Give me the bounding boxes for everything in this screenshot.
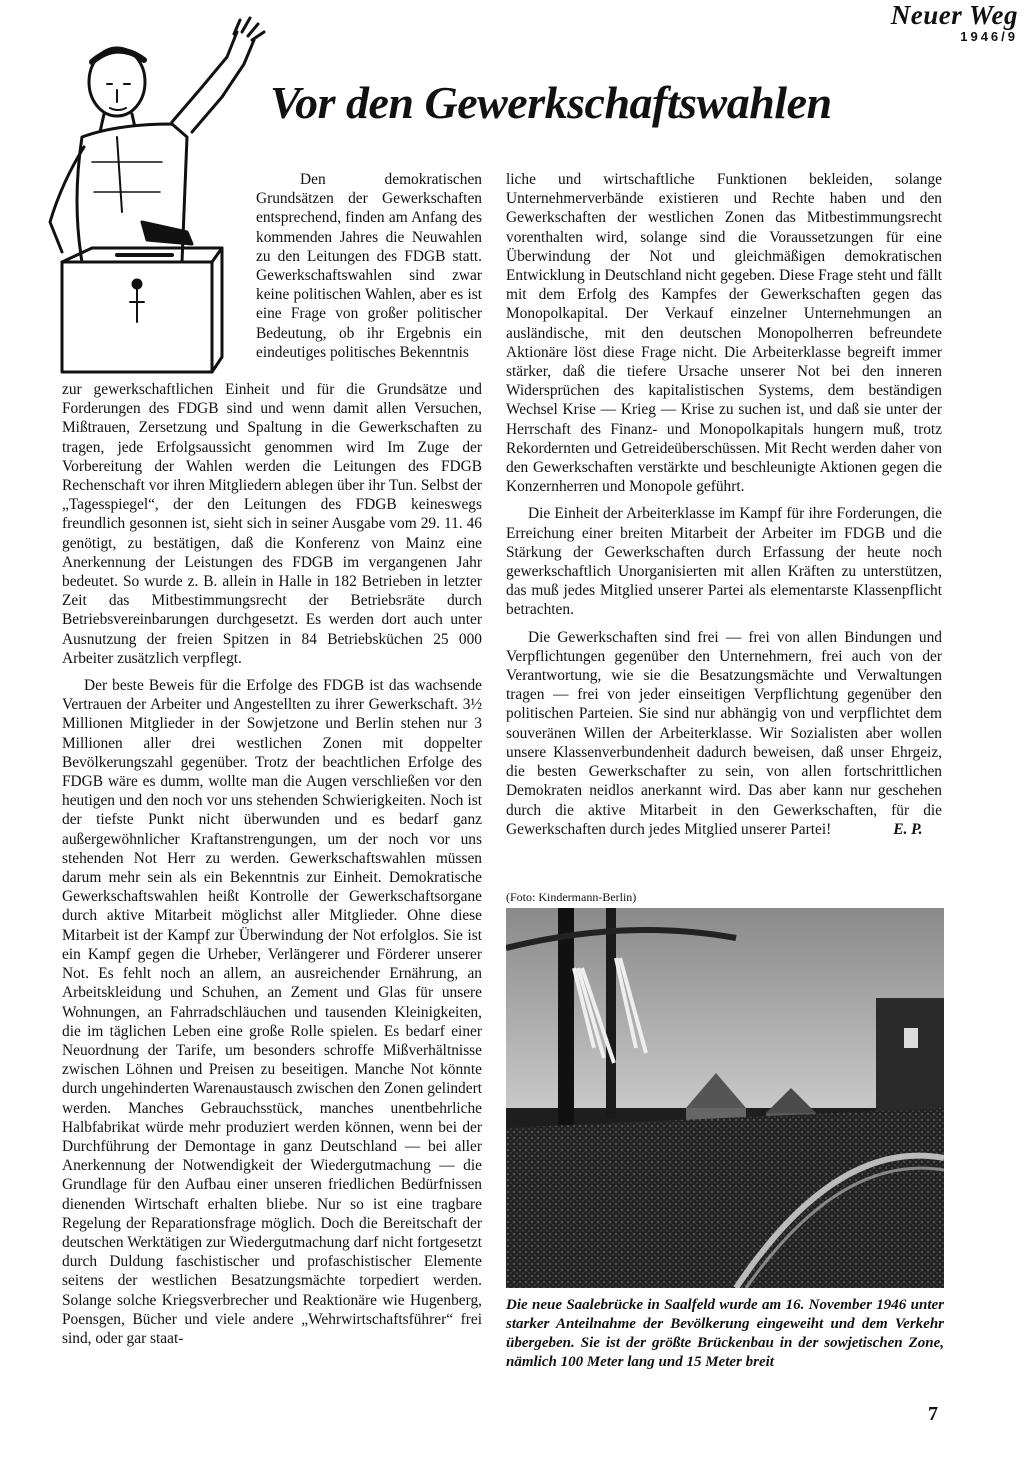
photo-credit: (Foto: Kindermann-Berlin)	[506, 890, 637, 904]
paragraph: Die Einheit der Arbeiterklasse im Kampf für ihre Forderungen, die Erreichung einer breiten Mitarbeit der Arbeiter im FDGB und die Stärkung der Gewerkschaften durch Erfassung der heute noch gewerkschaftlich Unorganisierten mit allen Kräften zu unterstützen, das muß jedes Mitglied unserer Partei als elementarste Klassenpflicht betrachten.	[506, 505, 942, 619]
article-intro-column	[256, 170, 482, 362]
bridge-photo	[506, 908, 944, 1288]
paragraph-continued: liche und wirtschaftliche Funktionen bekleiden, solange Unternehmerverbände existieren und Rechte haben und den Gewerkschaften der westlichen Zonen das Mitbestimmungsrecht vorenthalten wird, solange sind die Voraussetzungen für eine Überwindung der Not und gleichmäßigen demokratischen Entwicklung in Deutschland nicht gegeben. Diese Frage steht und fällt mit dem Erfolg des Kampfes der Gewerkschaften gegen das Monopolkapital. Der Verkauf einzelner Unternehmungen an ausländische, mit den deutschen Monopolherren befreundete Aktionäre löst diese Frage nicht. Die Arbeiterklasse begreift immer stärker, daß die tiefere Ursache unserer Not bei den inneren Widersprüchen des kapitalistischen Systems, dem beständigen Wechsel Krise — Krieg — Krise zu suchen ist, und daß sie unter der Herrschaft des Finanz- und Monopolkapitals hungern muß, trotz Rekordernten und Getreideüberschüssen. Mit Recht werden daher von den Gewerkschaften verstärkte und beschleunigte Aktionen gegen die Konzernherren und Monopole geführt.	[506, 171, 942, 496]
intro-paragraph: Den demokratischen Grundsätzen der Gewerkschaften entsprechend, finden am Anfang des kommenden Jahres die Neuwahlen zu den Leitungen des FDGB statt. Gewerkschaftswahlen sind zwar keine politischen Wahlen, aber es ist eine Frage von großer politischer Bedeutung, ob ihr Ergebnis ein eindeutiges politisches Bekenntnis	[256, 171, 482, 361]
paragraph: Der beste Beweis für die Erfolge des FDGB ist das wachsende Vertrauen der Arbeiter und Angestellten zu ihrer Gewerkschaft. 3½ Millionen Mitglieder in der Sowjetzone und Berlin stehen nur 3 Millionen aller drei westlichen Zonen mit doppelter Bevölkerungszahl gegenüber. Trotz der beachtlichen Erfolge des FDGB wäre es dumm, wollte man die Augen verschließen vor den heutigen und den noch vor uns stehenden Schwierigkeiten. Noch ist der tiefste Punkt nicht überwunden und es bedarf ganz außergewöhnlicher Kraftanstrengungen, um der noch vor uns stehenden Not Herr zu werden. Gewerkschaftswahlen müssen darum mehr sein als ein Bekenntnis zur Einheit. Demokratische Gewerkschaftswahlen heißt Kontrolle der Gewerkschaftsorgane durch aktive Mitarbeit möglichst aller Mitglieder. Ohne diese Mitarbeit ist der Kampf zur Überwindung der Not erfolglos. Sie ist ein Kampf gegen die Urheber, Verlängerer und Förderer unserer Not. Es fehlt noch an allem, an ausreichender Ernährung, an Arbeitskleidung und Schuhen, an Zement und Glas für unsere Wohnungen, an Fahrradschläuchen und tausenden Kleinigkeiten, die im täglichen Leben eine große Rolle spielen. Es bedarf einer Neuordnung der Tarife, um besonders schroffe Mißverhältnisse zwischen Löhnen und Preisen zu beseitigen. Manche Not könnte durch ungehinderten Warenaustausch zwischen den Zonen gelindert werden. Manches Gebrauchsstück, manches unentbehrliche Halbfabrikat würde mehr produziert werden können, wenn bei der Durchführung der Demontage in ganz Deutschland — bei aller Anerkennung der Notwendigkeit der Wiedergutmachung — die Grundlage für den Aufbau einer unseren friedlichen Bedürfnissen dienenden Wirtschaft erhalten bliebe. Nur so ist eine tragbare Regelung der Reparationsfrage möglich. Doch die Bereitschaft der deutschen Werktätigen zur Wiedergutmachung darf nicht fortgesetzt durch Duldung faschistischer und profaschistischer Elemente seitens der westlichen Besatzungsmächte torpediert werden. Solange solche Kriegsverbrecher und Reaktionäre wie Hugenberg, Poensgen, Bücher und viele andere „Wehrwirtschaftsführer“ frei sind, oder gar staat-	[62, 677, 482, 1347]
page-number: 7	[928, 1403, 938, 1425]
article-right-column	[506, 170, 942, 839]
masthead	[891, 0, 1018, 44]
paragraph-text: Die Gewerkschaften sind frei — frei von allen Bindungen und Verpflichtungen gegenüber den Unternehmern, frei auch von der Verantwortung, wie sie die Besatzungsmächte und Verwaltungen tragen — frei von jeder einseitigen Verpflichtung gegenüber den politischen Parteien. Sie sind nur abhängig von und verpflichtet dem souveränen Willen der Arbeiterklasse. Wir Sozialisten aber wollen unsere Klassenverbundenheit dadurch beweisen, daß unser Ehrgeiz, die besten Gewerkschafter zu sein, von allen fortschrittlichen Demokraten neidlos anerkannt wird. Das aber kann nur geschehen durch die aktive Mitarbeit in den Gewerkschaften, für die Gewerkschaften durch jedes Mitglied unserer Partei!	[506, 628, 942, 838]
author-signature: E. P.	[893, 820, 923, 838]
photo-caption: Die neue Saalebrücke in Saalfeld wurde am 16. November 1946 unter starker Anteilnahme der Bevölkerung eingeweiht und dem Verkehr übergeben. Sie ist der größte Brückenbau in der sowjetischen Zone, nämlich 100 Meter lang und 15 Meter breit	[506, 1297, 944, 1370]
paragraph	[506, 628, 942, 839]
headline: Vor den Gewerkschaftswahlen	[270, 77, 832, 128]
magazine-name: Neuer Weg	[890, 0, 1018, 30]
article-left-column	[62, 380, 482, 1348]
voter-illustration	[22, 12, 268, 382]
issue-number: 1946/9	[960, 29, 1018, 44]
paragraph-continued: zur gewerkschaftlichen Einheit und für die Grundsätze und Forderungen des FDGB sind und wenn damit allen Versuchen, Mißtrauen, Zersetzung und Spaltung in die Gewerkschaften zu tragen, jede Erfolgsaussicht genommen wird Im Zuge der Vorbereitung der Wahlen werden die Leitungen des FDGB Rechenschaft vor ihren Mitgliedern ablegen über ihr Tun. Selbst der „Tagesspiegel“, der den Leitungen des FDGB keineswegs freundlich gesonnen ist, sieht sich in seiner Ausgabe vom 29. 11. 46 genötigt, zu bestätigen, daß die Konferenz von Mainz eine Anerkennung der Leistungen des FDGB im vergangenen Jahr bedeutet. So wurde z. B. allein in Halle in 182 Betrieben in letzter Zeit das Mitbestimmungsrecht der Betriebsräte durch Betriebsvereinbarungen durchgesetzt. Es werden dort auch unter Ausnutzung der freien Spitzen in 84 Betriebsküchen 25 000 Arbeiter zusätzlich verpflegt.	[62, 381, 482, 667]
